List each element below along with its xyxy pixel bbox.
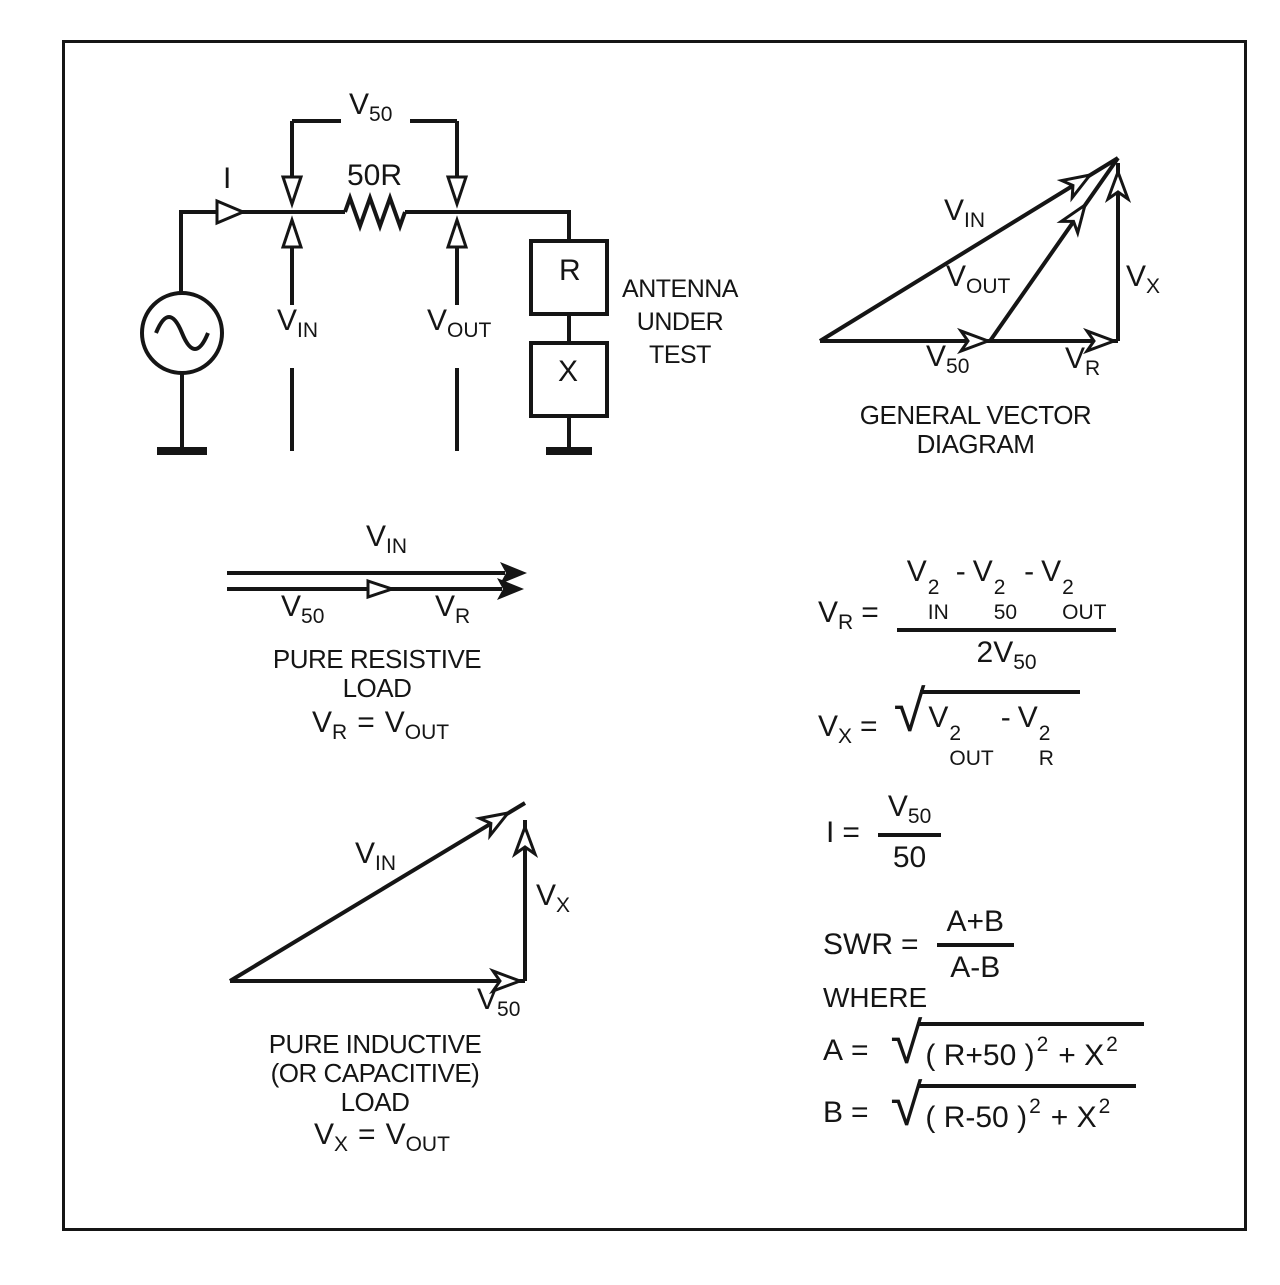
gv-v50-label: $V_{50}$ bbox=[926, 340, 970, 378]
gv-caption bbox=[853, 401, 1098, 459]
formula-vx-radicand: V 2 OUT - V 2 R bbox=[920, 690, 1080, 769]
formula-vr-fraction bbox=[897, 556, 1117, 674]
ind-caption bbox=[255, 1030, 495, 1117]
r-box-label: R bbox=[559, 254, 581, 287]
circuit-v50-label: $V_{50}$ bbox=[349, 88, 393, 126]
res-v50-arrow-icon bbox=[368, 581, 392, 597]
antenna-caption-line2: UNDER bbox=[636, 308, 724, 336]
v50-down-arrow-left-icon bbox=[283, 177, 301, 204]
gv-vout-label: $V_{OUT}$ bbox=[946, 260, 1011, 298]
sqrt-sign-icon: √ bbox=[890, 1011, 923, 1076]
formula-i-denominator: 50 bbox=[892, 841, 927, 875]
gv-vr-label: $V_R$ bbox=[1065, 342, 1101, 380]
formula-vr-numerator: V 2 IN - V 2 50 - V 2 OUT bbox=[906, 555, 1107, 624]
res-vin-label: $V_{IN}$ bbox=[366, 520, 408, 558]
circuit-resistor-label: 50R bbox=[347, 159, 403, 192]
formula-vr-lhs: $V_R$ = bbox=[818, 595, 879, 634]
ind-vx-label: $V_X$ bbox=[536, 879, 571, 917]
formula-a bbox=[823, 1011, 1144, 1080]
general-vector-arrowheads bbox=[961, 166, 1128, 351]
vout-up-arrow-icon bbox=[448, 220, 466, 247]
res-vr-label: $V_R$ bbox=[435, 590, 471, 628]
antenna-caption-line3: TEST bbox=[649, 341, 711, 369]
formula-swr-numerator: A+B bbox=[946, 905, 1005, 938]
formula-vr bbox=[818, 556, 1116, 674]
res-caption-line2: LOAD bbox=[342, 673, 412, 703]
ind-caption-line2: (OR CAPACITIVE) bbox=[270, 1058, 480, 1088]
res-caption bbox=[257, 645, 497, 703]
formula-swr-fraction bbox=[937, 906, 1015, 983]
resistor-zigzag bbox=[345, 198, 405, 226]
ind-caption-line1: PURE INDUCTIVE bbox=[268, 1029, 482, 1059]
wire-left bbox=[181, 212, 345, 293]
ind-equation: $V_X = V_{OUT}$ bbox=[314, 1118, 450, 1156]
res-v50-label: $V_{50}$ bbox=[281, 590, 325, 628]
formula-a-radical bbox=[890, 1011, 1144, 1080]
current-arrow-icon bbox=[217, 201, 243, 223]
formula-vx bbox=[818, 679, 1080, 770]
vin-up-arrow-icon bbox=[283, 220, 301, 247]
formula-vx-radical bbox=[893, 679, 1080, 770]
inductive-vector-art bbox=[230, 803, 525, 981]
gv-vx-label: $V_X$ bbox=[1126, 260, 1161, 298]
formula-b-radicand: ( R-50 )$^2 + X^2$ bbox=[917, 1084, 1136, 1134]
formula-swr-denominator: A-B bbox=[950, 950, 1001, 984]
formula-i-fraction bbox=[878, 791, 941, 874]
where-label: WHERE bbox=[823, 982, 928, 1013]
antenna-caption-line1: ANTENNA bbox=[622, 275, 738, 303]
gv-vin-label: $V_{IN}$ bbox=[944, 194, 986, 232]
ind-caption-line3: LOAD bbox=[340, 1087, 410, 1117]
v50-down-arrow-right-icon bbox=[448, 177, 466, 204]
wire-right bbox=[405, 212, 569, 241]
res-caption-line1: PURE RESISTIVE bbox=[272, 644, 482, 674]
ind-vin-arrow-icon bbox=[480, 804, 513, 835]
sqrt-sign-icon: √ bbox=[890, 1073, 923, 1138]
gv-vin-arrow-icon bbox=[1062, 166, 1095, 197]
formula-a-lhs: A = bbox=[823, 1034, 869, 1068]
formula-swr-lhs: SWR = bbox=[823, 927, 919, 961]
formula-a-radicand: ( R+50 )$^2 + X^2$ bbox=[917, 1022, 1143, 1072]
gv-caption-line1: GENERAL VECTOR bbox=[859, 400, 1092, 430]
ind-vin-label: $V_{IN}$ bbox=[355, 837, 397, 875]
formula-i-lhs: I = bbox=[826, 815, 860, 849]
resistive-vector-art bbox=[227, 573, 505, 589]
formula-i-numerator: $V_{50}$ bbox=[887, 790, 932, 828]
formula-b bbox=[823, 1073, 1136, 1142]
sine-wave-icon bbox=[156, 317, 208, 349]
gv-caption-line2: DIAGRAM bbox=[916, 429, 1035, 459]
x-box-label: X bbox=[558, 355, 579, 388]
circuit-vin-label: $V_{IN}$ bbox=[277, 304, 319, 342]
formula-vr-denominator: $2V_{50}$ bbox=[976, 636, 1037, 674]
formula-vx-lhs: $V_X$ = bbox=[818, 709, 878, 748]
ind-v50-label: $V_{50}$ bbox=[477, 983, 521, 1021]
gv-vout-line bbox=[990, 158, 1118, 341]
circuit-current-label: I bbox=[223, 162, 232, 195]
res-equation: $V_R = V_{OUT}$ bbox=[312, 706, 450, 744]
circuit-vout-label: $V_{OUT}$ bbox=[427, 304, 492, 342]
formula-b-radical bbox=[890, 1073, 1137, 1142]
sqrt-sign-icon: √ bbox=[893, 679, 926, 744]
formula-swr bbox=[823, 906, 1014, 983]
formula-b-lhs: B = bbox=[823, 1096, 869, 1130]
formula-i bbox=[826, 791, 941, 874]
gv-vout-arrow-icon bbox=[1061, 199, 1093, 233]
antenna-caption bbox=[600, 273, 760, 372]
ind-vin-line bbox=[230, 803, 525, 981]
